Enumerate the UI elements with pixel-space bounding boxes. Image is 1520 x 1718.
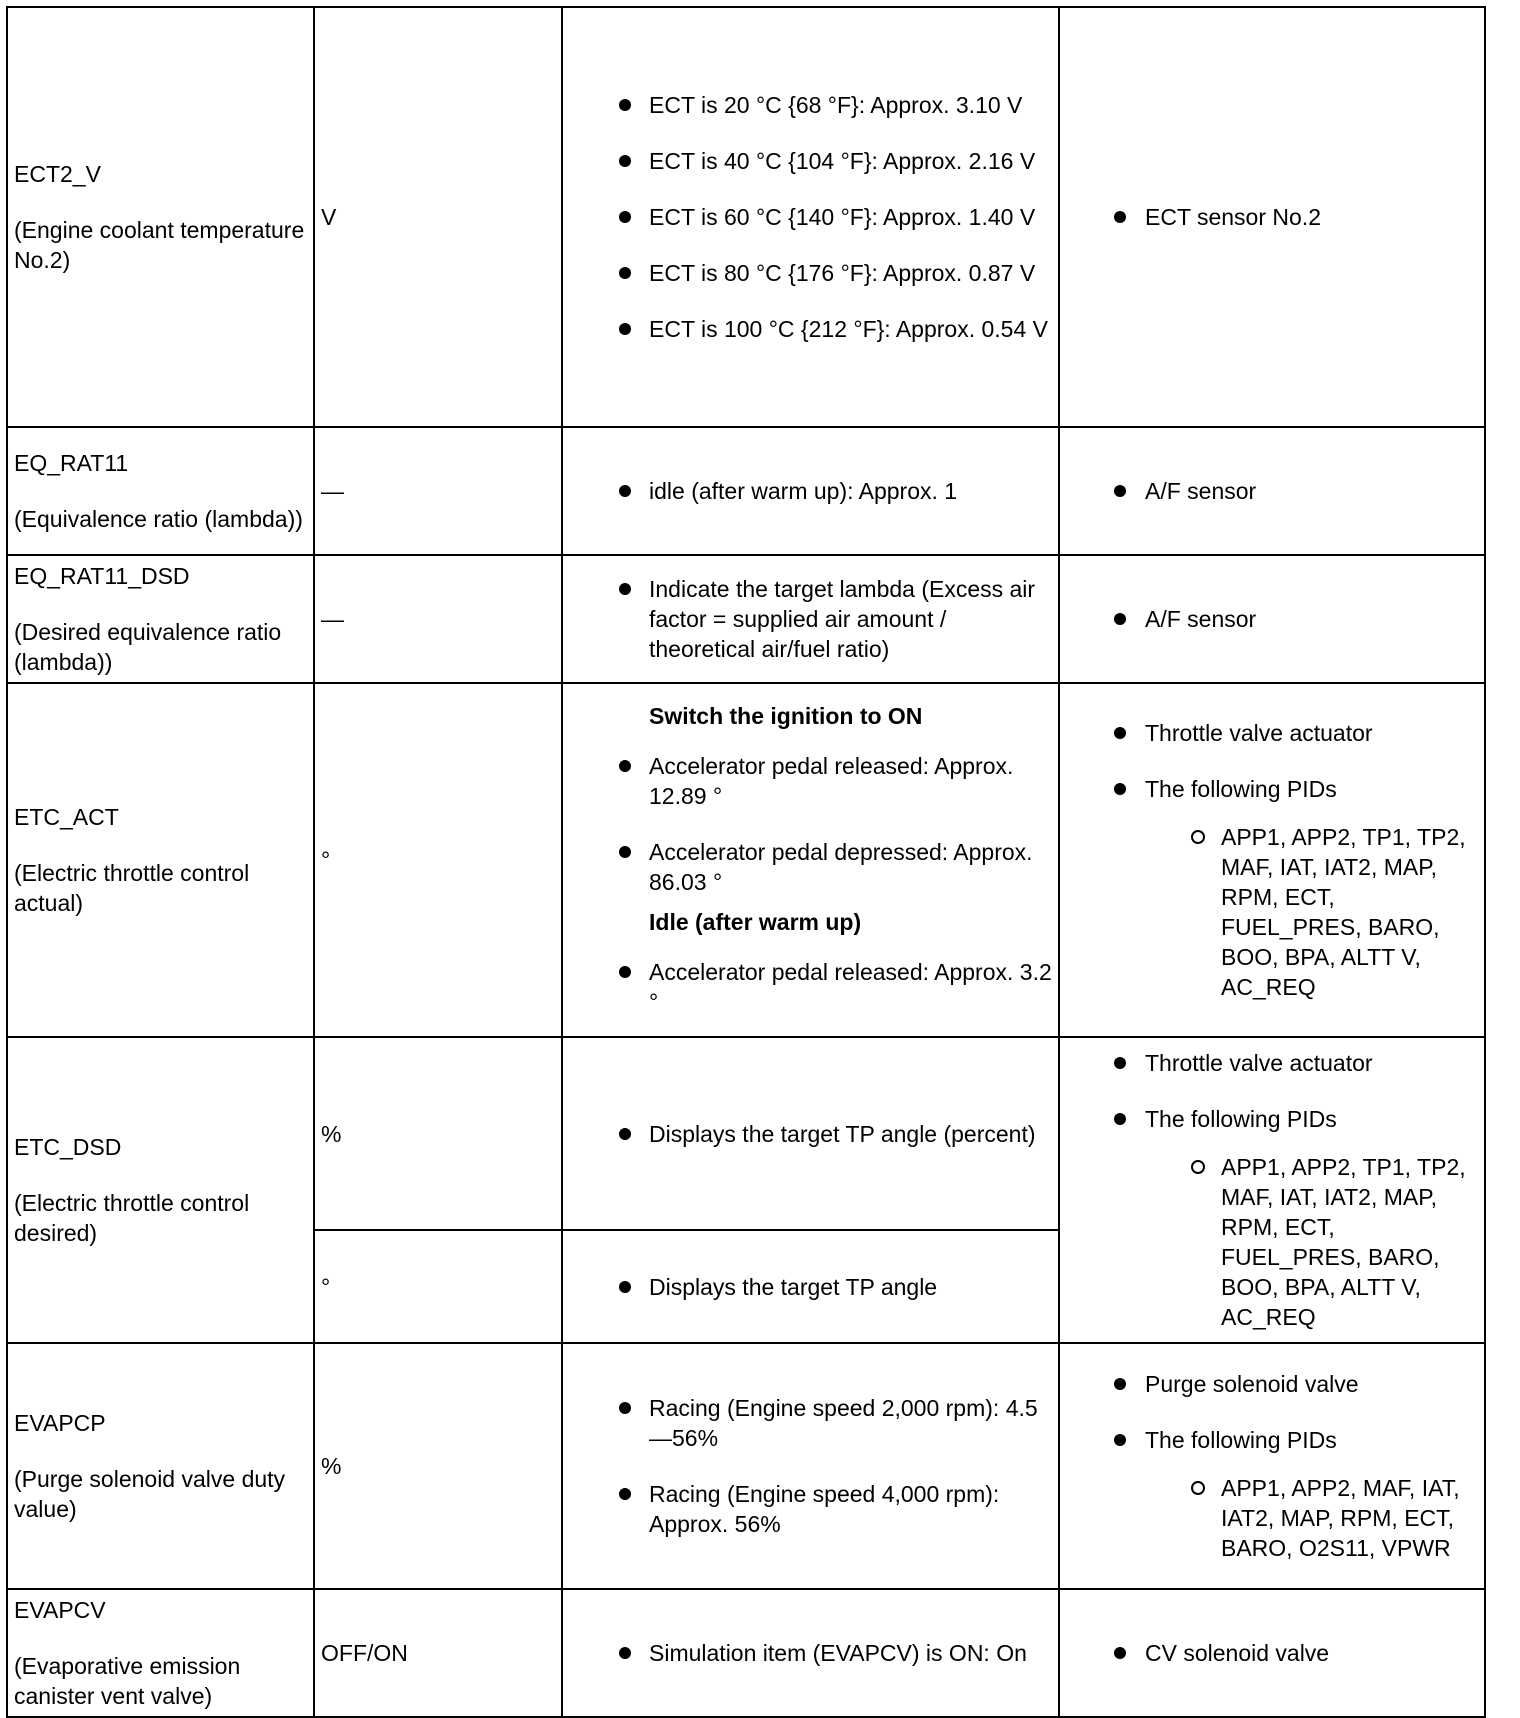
- table-row: [7, 427, 1485, 555]
- pid-cell: [7, 1343, 314, 1589]
- list-item-label: The following PIDs: [1145, 1106, 1337, 1132]
- unit-cell: OFF/ON: [314, 1589, 562, 1717]
- condition-heading: Switch the ignition to ON: [649, 703, 923, 729]
- pid-name: ECT2_V: [14, 161, 101, 187]
- condition-cell: [562, 683, 1059, 1037]
- list-item: Racing (Engine speed 2,000 rpm): 4.5—56%: [569, 1393, 1052, 1453]
- table-row: [7, 1589, 1485, 1717]
- list-item: [1066, 1104, 1478, 1332]
- table-row: [7, 683, 1485, 1037]
- list-item-label: The following PIDs: [1145, 1427, 1337, 1453]
- unit-cell: %: [314, 1343, 562, 1589]
- list-item: Accelerator pedal released: Approx. 12.89 °: [569, 751, 1052, 811]
- related-cell: [1059, 555, 1485, 683]
- condition-heading: Idle (after warm up): [649, 909, 862, 935]
- condition-cell: [562, 1589, 1059, 1717]
- pid-cell: [7, 7, 314, 427]
- list-item: Simulation item (EVAPCV) is ON: On: [569, 1638, 1052, 1668]
- list-item: ECT is 80 °C {176 °F}: Approx. 0.87 V: [569, 258, 1052, 288]
- list-item: idle (after warm up): Approx. 1: [569, 476, 1052, 506]
- unit-cell: %: [314, 1037, 562, 1230]
- pid-description: (Electric throttle control desired): [14, 1190, 250, 1246]
- unit-cell: —: [314, 427, 562, 555]
- unit-cell: V: [314, 7, 562, 427]
- pid-name: EVAPCP: [14, 1410, 106, 1436]
- condition-cell: [562, 1037, 1059, 1230]
- related-cell: [1059, 427, 1485, 555]
- related-cell: [1059, 7, 1485, 427]
- pid-description: (Evaporative emission canister vent valve): [14, 1653, 241, 1709]
- condition-cell: [562, 427, 1059, 555]
- condition-cell: [562, 7, 1059, 427]
- related-cell: [1059, 1037, 1485, 1343]
- condition-cell: [562, 555, 1059, 683]
- table-row: [7, 1343, 1485, 1589]
- condition-cell: [562, 1343, 1059, 1589]
- list-item: Accelerator pedal released: Approx. 3.2 °: [569, 957, 1052, 1017]
- table-row: [7, 555, 1485, 683]
- pid-data-table: [6, 6, 1486, 1718]
- list-item: ECT is 60 °C {140 °F}: Approx. 1.40 V: [569, 202, 1052, 232]
- table-row: [7, 7, 1485, 427]
- unit-cell: —: [314, 555, 562, 683]
- list-item: Throttle valve actuator: [1066, 718, 1478, 748]
- table-row: [7, 1037, 1485, 1230]
- list-item: Throttle valve actuator: [1066, 1048, 1478, 1078]
- pid-description: (Purge solenoid valve duty value): [14, 1466, 286, 1522]
- list-item: ECT is 40 °C {104 °F}: Approx. 2.16 V: [569, 146, 1052, 176]
- pid-description: (Desired equivalence ratio (lambda)): [14, 619, 282, 675]
- list-item: Racing (Engine speed 4,000 rpm): Approx. 56%: [569, 1479, 1052, 1539]
- list-item: ECT sensor No.2: [1066, 202, 1478, 232]
- pid-description: (Engine coolant temperature No.2): [14, 217, 305, 273]
- pid-name: EQ_RAT11: [14, 450, 129, 476]
- pid-cell: [7, 1037, 314, 1343]
- list-item: CV solenoid valve: [1066, 1638, 1478, 1668]
- related-cell: [1059, 1589, 1485, 1717]
- list-item: [1066, 774, 1478, 1002]
- list-item: [1066, 1425, 1478, 1563]
- list-item: ECT is 100 °C {212 °F}: Approx. 0.54 V: [569, 314, 1052, 344]
- sub-list-item: APP1, APP2, MAF, IAT, IAT2, MAP, RPM, ECT, BARO, O2S11, VPWR: [1145, 1473, 1478, 1563]
- pid-description: (Electric throttle control actual): [14, 860, 250, 916]
- unit-cell: °: [314, 683, 562, 1037]
- list-item: Indicate the target lambda (Excess air factor = supplied air amount / theoretical air/fuel ratio): [569, 574, 1052, 664]
- list-item: A/F sensor: [1066, 604, 1478, 634]
- list-item: ECT is 20 °C {68 °F}: Approx. 3.10 V: [569, 90, 1052, 120]
- unit-cell: °: [314, 1230, 562, 1343]
- pid-name: ETC_DSD: [14, 1134, 122, 1160]
- list-item: Purge solenoid valve: [1066, 1369, 1478, 1399]
- pid-name: EVAPCV: [14, 1597, 106, 1623]
- sub-list-item: APP1, APP2, TP1, TP2, MAF, IAT, IAT2, MAP, RPM, ECT, FUEL_PRES, BARO, BOO, BPA, ALTT V, AC_REQ: [1145, 822, 1478, 1002]
- pid-name: ETC_ACT: [14, 804, 119, 830]
- related-cell: [1059, 1343, 1485, 1589]
- pid-cell: [7, 555, 314, 683]
- condition-cell: [562, 1230, 1059, 1343]
- list-item-label: The following PIDs: [1145, 776, 1337, 802]
- list-item: A/F sensor: [1066, 476, 1478, 506]
- list-item: Accelerator pedal depressed: Approx. 86.03 °: [569, 837, 1052, 897]
- pid-name: EQ_RAT11_DSD: [14, 563, 190, 589]
- pid-cell: [7, 683, 314, 1037]
- sub-list-item: APP1, APP2, TP1, TP2, MAF, IAT, IAT2, MAP, RPM, ECT, FUEL_PRES, BARO, BOO, BPA, ALTT V, AC_REQ: [1145, 1152, 1478, 1332]
- pid-description: (Equivalence ratio (lambda)): [14, 506, 303, 532]
- pid-cell: [7, 1589, 314, 1717]
- related-cell: [1059, 683, 1485, 1037]
- list-item: Displays the target TP angle (percent): [569, 1119, 1052, 1149]
- list-item: Displays the target TP angle: [569, 1272, 1052, 1302]
- pid-cell: [7, 427, 314, 555]
